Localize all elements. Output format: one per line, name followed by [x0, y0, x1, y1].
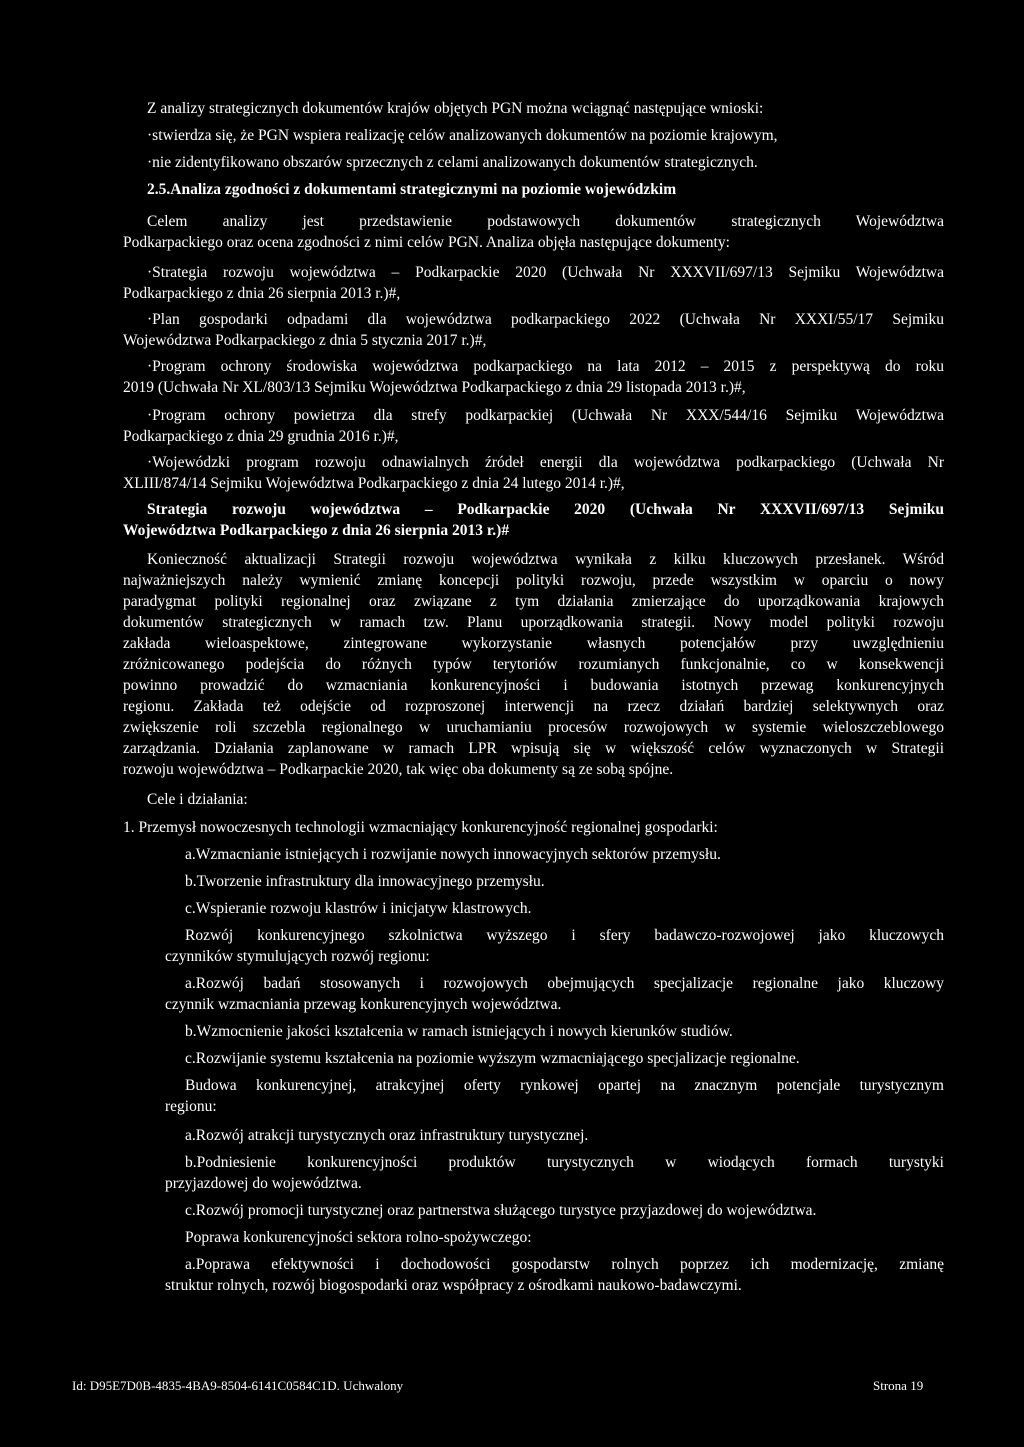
- intro-text: Z analizy strategicznych dokumentów krajów objętych PGN można wciągnąć następujące wnioski:: [147, 100, 764, 117]
- goal-heading: Rozwój konkurencyjnego szkolnictwa wyższego i sfery badawczo-rozwojowej jako kluczowych: [185, 927, 944, 944]
- goals-label: Cele i działania:: [147, 791, 248, 808]
- document-item-line: ·Program ochrony powietrza dla strefy podkarpackiej (Uchwała Nr XXX/544/16 Sejmiku Województwa: [147, 407, 944, 424]
- goal-heading: 1. Przemysł nowoczesnych technologii wzmacniający konkurencyjność regionalnej gospodarki:: [123, 819, 718, 836]
- goal-heading: czynników stymulujących rozwój regionu:: [165, 948, 430, 965]
- strategy-paragraph-line: powinno prowadzić do wzmacniania konkurencyjności i budowania istotnych przewag konkurencyjnych: [123, 677, 944, 694]
- strategy-heading: Strategia rozwoju województwa – Podkarpackie 2020 (Uchwała Nr XXXVII/697/13 Sejmiku: [147, 501, 944, 518]
- intro-bullet: ·stwierdza się, że PGN wspiera realizację celów analizowanych dokumentów na poziomie krajowym,: [147, 127, 778, 144]
- strategy-heading: Województwa Podkarpackiego z dnia 26 sierpnia 2013 r.)#: [123, 522, 510, 539]
- section-title: Analiza zgodności z dokumentami strategicznymi na poziomie wojewódzkim: [170, 181, 677, 198]
- strategy-paragraph-line: najważniejszych należy wymienić zmianę koncepcji polityki rozwoju, przede wszystkim w oparciu o nowy: [123, 572, 944, 589]
- strategy-paragraph-line: zakłada wieloaspektowe, zintegrowane wykorzystanie własnych potencjałów przy uwzględnieniu: [123, 635, 944, 652]
- goal-item: b.Tworzenie infrastruktury dla innowacyjnego przemysłu.: [185, 873, 545, 890]
- document-item-line: 2019 (Uchwała Nr XL/803/13 Sejmiku Województwa Podkarpackiego z dnia 29 listopada 2013 r.)#,: [123, 379, 746, 396]
- strategy-paragraph-line: regionu. Zakłada też odejście od rozproszonej interwencji na rzecz działań bardziej selektywnych oraz: [123, 698, 944, 715]
- document-item-line: ·Program ochrony środowiska województwa podkarpackiego na lata 2012 – 2015 z perspektywą do roku: [147, 358, 944, 375]
- document-item-line: Województwa Podkarpackiego z dnia 5 stycznia 2017 r.)#,: [123, 332, 487, 349]
- document-item-line: Podkarpackiego z dnia 26 sierpnia 2013 r.)#,: [123, 285, 401, 302]
- document-item-line: XLIII/874/14 Sejmiku Województwa Podkarpackiego z dnia 24 lutego 2014 r.)#,: [123, 475, 625, 492]
- goal-heading: Budowa konkurencyjnej, atrakcyjnej oferty rynkowej opartej na znacznym potencjale turystycznym: [185, 1077, 944, 1094]
- section-heading: [147, 180, 676, 200]
- goal-item: c.Rozwijanie systemu kształcenia na poziomie wyższym wzmacniającego specjalizacje regionalne.: [185, 1050, 800, 1067]
- footer-page-number: Strona 19: [873, 1378, 924, 1393]
- strategy-paragraph-line: zróżnicowanego podejścia do różnych typów terytoriów rozumianych funkcjonalnie, co w konsekwencji: [123, 656, 944, 673]
- strategy-paragraph-line: dokumentów strategicznych w ramach tzw. Planu uporządkowania strategii. Nowy model polityki rozwoju: [123, 614, 944, 631]
- intro-bullet: ·nie zidentyfikowano obszarów sprzecznych z celami analizowanych dokumentów strategicznych.: [147, 154, 758, 171]
- goal-item: a.Poprawa efektywności i dochodowości gospodarstw rolnych poprzez ich modernizację, zmianę: [185, 1256, 944, 1273]
- strategy-paragraph-line: zarządzania. Działania zaplanowane w ramach LPR wpisują się w większość celów wyznaczonych w Strategii: [123, 740, 944, 757]
- goal-item: struktur rolnych, rozwój biogospodarki oraz współpracy z ośrodkami naukowo-badawczymi.: [165, 1277, 742, 1294]
- goal-item: przyjazdowej do województwa.: [165, 1175, 362, 1192]
- strategy-paragraph-line: zwiększenie roli szczebla regionalnego w uruchamianiu procesów rozwojowych w systemie wieloszczeblowego: [123, 719, 944, 736]
- goal-item: a.Wzmacnianie istniejących i rozwijanie nowych innowacyjnych sektorów przemysłu.: [185, 846, 721, 863]
- document-item-line: ·Wojewódzki program rozwoju odnawialnych źródeł energii dla województwa podkarpackiego (Uchwała Nr: [147, 454, 944, 471]
- goal-item: a.Rozwój atrakcji turystycznych oraz infrastruktury turystycznej.: [185, 1127, 589, 1144]
- strategy-paragraph-line: paradygmat polityki regionalnej oraz związane z tym działania zmierzające do uporządkowania krajowych: [123, 593, 944, 610]
- goal-heading: regionu:: [165, 1098, 217, 1115]
- strategy-paragraph-line: Konieczność aktualizacji Strategii rozwoju województwa wynikała z kilku kluczowych przesłanek. Wśród: [147, 551, 944, 568]
- section-intro-line: Celem analizy jest przedstawienie podstawowych dokumentów strategicznych Województwa: [147, 213, 944, 230]
- goal-item: a.Rozwój badań stosowanych i rozwojowych obejmujących specjalizacje regionalne jako kluczowy: [185, 975, 944, 992]
- goal-item: b.Wzmocnienie jakości kształcenia w ramach istniejących i nowych kierunków studiów.: [185, 1023, 733, 1040]
- goal-item: c.Wspieranie rozwoju klastrów i inicjatyw klastrowych.: [185, 900, 532, 917]
- section-number: 2.5.: [147, 181, 171, 198]
- goal-heading: Poprawa konkurencyjności sektora rolno-spożywczego:: [185, 1229, 532, 1246]
- goal-item: b.Podniesienie konkurencyjności produktów turystycznych w wiodących formach turystyki: [185, 1154, 944, 1171]
- goal-item: czynnik wzmacniania przewag konkurencyjnych województwa.: [165, 996, 562, 1013]
- document-item-line: ·Strategia rozwoju województwa – Podkarpackie 2020 (Uchwała Nr XXXVII/697/13 Sejmiku Województwa: [147, 264, 944, 281]
- goal-item: c.Rozwój promocji turystycznej oraz partnerstwa służącego turystyce przyjazdowej do województwa.: [185, 1202, 817, 1219]
- strategy-paragraph-line: rozwoju województwa – Podkarpackie 2020, tak więc oba dokumenty są ze sobą spójne.: [123, 761, 674, 778]
- document-item-line: ·Plan gospodarki odpadami dla województwa podkarpackiego 2022 (Uchwała Nr XXXI/55/17 Sejmiku: [147, 311, 944, 328]
- footer-document-id: Id: D95E7D0B-4835-4BA9-8504-6141C0584C1D. Uchwalony: [72, 1378, 404, 1393]
- document-item-line: Podkarpackiego z dnia 29 grudnia 2016 r.)#,: [123, 428, 399, 445]
- section-intro-line: Podkarpackiego oraz ocena zgodności z nimi celów PGN. Analiza objęła następujące dokumenty:: [123, 234, 730, 251]
